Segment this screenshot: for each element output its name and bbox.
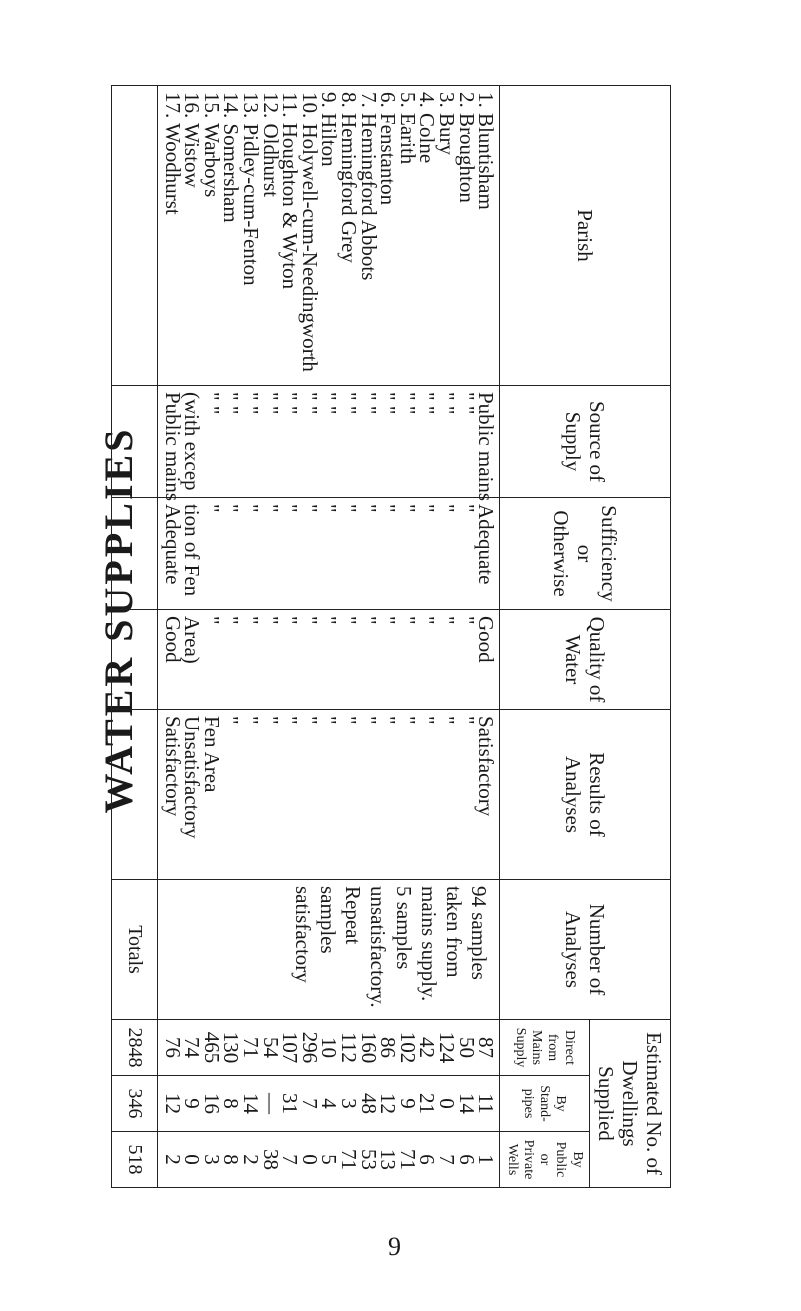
results-cell: " xyxy=(434,716,459,725)
results-cell: " xyxy=(376,716,401,725)
stand-cell: 12 xyxy=(376,1093,401,1114)
stand-cell: 8 xyxy=(219,1098,244,1109)
wells-cell: 0 xyxy=(297,1154,322,1165)
direct-cell: 130 xyxy=(219,1031,244,1064)
stand-cell: 3 xyxy=(336,1098,361,1109)
wells-cell: 7 xyxy=(434,1154,459,1165)
results-cell: " xyxy=(336,716,361,725)
quality-cell: " xyxy=(454,616,479,625)
direct-cell: 296 xyxy=(297,1031,322,1064)
quality-cell: " xyxy=(258,616,283,625)
wells-cell: 6 xyxy=(415,1154,440,1165)
quality-cell: " xyxy=(278,616,303,625)
sufficiency-cell: " xyxy=(356,504,381,513)
results-cell: " xyxy=(317,716,342,725)
source-cell: " " xyxy=(219,392,244,415)
header-source: Source of Supply xyxy=(500,386,671,498)
sufficiency-cell: " xyxy=(199,504,224,513)
header-sufficiency: Sufficiency or Otherwise xyxy=(500,498,671,610)
quality-cell: " xyxy=(376,616,401,625)
quality-cell: " xyxy=(317,616,342,625)
source-cell: " " xyxy=(238,392,263,415)
direct-cell: 107 xyxy=(278,1031,303,1064)
parish-row: 14. Somersham xyxy=(219,92,244,223)
stand-cell: 7 xyxy=(297,1098,322,1109)
sufficiency-cell: Adequate xyxy=(474,504,499,585)
totals-direct: 2848 xyxy=(112,1020,158,1076)
stand-cell: 14 xyxy=(454,1093,479,1114)
parish-row: 9. Hilton xyxy=(317,92,342,167)
totals-stand: 346 xyxy=(112,1076,158,1132)
direct-cell: 124 xyxy=(434,1031,459,1064)
parish-row: 17. Woodhurst xyxy=(160,92,185,215)
sufficiency-list xyxy=(158,498,500,610)
source-cell: " " xyxy=(336,392,361,415)
direct-cell: 102 xyxy=(395,1031,420,1064)
source-cell: " " xyxy=(297,392,322,415)
results-cell: " xyxy=(395,716,420,725)
results-cell: Unsatisfactory xyxy=(180,716,205,839)
sufficiency-cell: Adequate xyxy=(160,504,185,585)
stand-cell: 0 xyxy=(434,1098,459,1109)
wells-cell: 3 xyxy=(199,1154,224,1165)
header-results: Results of Analyses xyxy=(500,710,671,880)
wells-cell: 71 xyxy=(395,1149,420,1170)
wells-cell: 2 xyxy=(238,1154,263,1165)
stand-cell: 4 xyxy=(317,1098,342,1109)
sufficiency-cell: " xyxy=(297,504,322,513)
stand-list xyxy=(158,1076,500,1132)
direct-cell: 10 xyxy=(317,1037,342,1058)
quality-cell: " xyxy=(219,616,244,625)
results-cell: Satisfactory xyxy=(474,716,499,817)
source-cell: " " xyxy=(434,392,459,415)
direct-list xyxy=(158,1020,500,1076)
wells-cell: 2 xyxy=(160,1154,185,1165)
parish-row: 7. Hemingford Abbots xyxy=(356,92,381,281)
sufficiency-cell: tion of Fen xyxy=(180,504,205,597)
wells-cell: 6 xyxy=(454,1154,479,1165)
parish-row: 10. Holywell-cum-Needingworth xyxy=(297,92,322,372)
sufficiency-cell: " xyxy=(317,504,342,513)
sufficiency-cell: " xyxy=(238,504,263,513)
parish-row: 11. Houghton & Wyton xyxy=(278,92,303,290)
parish-row: 13. Pidley-cum-Fenton xyxy=(238,92,263,286)
parish-row: 6. Fenstanton xyxy=(376,92,401,206)
direct-cell: 86 xyxy=(376,1037,401,1058)
parish-list xyxy=(158,86,500,386)
parish-row: 8. Hemingford Grey xyxy=(336,92,361,263)
source-cell: Public mains xyxy=(160,392,185,502)
stand-cell: 9 xyxy=(395,1098,420,1109)
header-direct: Direct from Mains Supply xyxy=(500,1020,589,1076)
direct-cell: 112 xyxy=(336,1032,361,1063)
water-supplies-table xyxy=(111,85,671,1188)
results-cell: " xyxy=(278,716,303,725)
quality-cell: Good xyxy=(160,616,185,663)
results-cell: " xyxy=(454,716,479,725)
direct-cell: 42 xyxy=(415,1037,440,1058)
page-title: WATER SUPPLIES xyxy=(96,426,141,814)
direct-cell: 465 xyxy=(199,1031,224,1064)
sufficiency-cell: " xyxy=(336,504,361,513)
stand-cell: 16 xyxy=(199,1093,224,1114)
direct-cell: 74 xyxy=(180,1037,205,1058)
source-cell: " " xyxy=(415,392,440,415)
wells-list xyxy=(158,1132,500,1188)
wells-cell: 53 xyxy=(356,1149,381,1170)
quality-list xyxy=(158,610,500,710)
source-cell: " " xyxy=(376,392,401,415)
results-list xyxy=(158,710,500,880)
wells-cell: 5 xyxy=(317,1154,342,1165)
stand-cell: 14 xyxy=(238,1093,263,1114)
quality-cell: " xyxy=(356,616,381,625)
source-cell: " " xyxy=(278,392,303,415)
quality-cell: " xyxy=(336,616,361,625)
parish-row: 4. Colne xyxy=(415,92,440,164)
wells-cell: 0 xyxy=(180,1154,205,1165)
analyses-note: 94 samples taken from mains supply. 5 samples unsatisfactory. Repeat samples satisfactory xyxy=(158,880,500,1020)
parish-row: 16. Wistow xyxy=(180,92,205,188)
stand-cell: 9 xyxy=(180,1098,205,1109)
results-cell: " xyxy=(219,716,244,725)
quality-cell: " xyxy=(395,616,420,625)
wells-cell: 7 xyxy=(278,1154,303,1165)
quality-cell: " xyxy=(199,616,224,625)
sufficiency-cell: " xyxy=(395,504,420,513)
stand-cell: 11 xyxy=(474,1093,499,1114)
sufficiency-cell: " xyxy=(278,504,303,513)
header-wells: By Public or Private Wells xyxy=(500,1132,589,1188)
source-cell: Public mains xyxy=(474,392,499,502)
wells-cell: 1 xyxy=(474,1154,499,1165)
results-cell: " xyxy=(297,716,322,725)
quality-cell: " xyxy=(238,616,263,625)
direct-cell: 50 xyxy=(454,1037,479,1058)
results-cell: " xyxy=(258,716,283,725)
sufficiency-cell: " xyxy=(454,504,479,513)
wells-cell: 71 xyxy=(336,1149,361,1170)
source-cell: (with excep xyxy=(180,392,205,491)
parish-row: 2. Broughton xyxy=(454,92,479,203)
stand-cell: — xyxy=(258,1093,283,1114)
direct-cell: 71 xyxy=(238,1037,263,1058)
source-list xyxy=(158,386,500,502)
header-stand: By Stand-pipes xyxy=(500,1076,589,1132)
stand-cell: 31 xyxy=(278,1093,303,1114)
source-cell: " " xyxy=(317,392,342,415)
wells-cell: 8 xyxy=(219,1154,244,1165)
quality-cell: Good xyxy=(474,616,499,663)
totals-label: Totals xyxy=(112,880,158,1020)
direct-cell: 87 xyxy=(474,1037,499,1058)
header-number: Number of Analyses xyxy=(500,880,671,1020)
totals-wells: 518 xyxy=(112,1132,158,1188)
parish-row: 15. Warboys xyxy=(199,92,224,198)
quality-cell: " xyxy=(415,616,440,625)
direct-cell: 76 xyxy=(160,1037,185,1058)
wells-cell: 13 xyxy=(376,1149,401,1170)
parish-row: 3. Bury xyxy=(434,92,459,155)
results-cell: Fen Area xyxy=(199,716,224,793)
source-cell: " " xyxy=(356,392,381,415)
quality-cell: " xyxy=(297,616,322,625)
sufficiency-cell: " xyxy=(415,504,440,513)
results-cell: " xyxy=(415,716,440,725)
wells-cell: 38 xyxy=(258,1149,283,1170)
quality-cell: Area) xyxy=(180,616,205,664)
parish-row: 12. Oldhurst xyxy=(258,92,283,197)
parish-row: 1. Bluntisham xyxy=(474,92,499,210)
quality-cell: " xyxy=(434,616,459,625)
sufficiency-cell: " xyxy=(219,504,244,513)
source-cell: " " xyxy=(454,392,479,415)
source-cell: " " xyxy=(258,392,283,415)
stand-cell: 21 xyxy=(415,1093,440,1114)
sufficiency-cell: " xyxy=(434,504,459,513)
header-parish: Parish xyxy=(500,86,671,386)
header-estimated: Estimated No. of Dwellings Supplied xyxy=(589,1020,670,1188)
parish-row: 5. Earith xyxy=(395,92,420,165)
direct-cell: 54 xyxy=(258,1037,283,1058)
results-cell: " xyxy=(238,716,263,725)
sufficiency-cell: " xyxy=(376,504,401,513)
stand-cell: 48 xyxy=(356,1093,381,1114)
sufficiency-cell: " xyxy=(258,504,283,513)
source-cell: " " xyxy=(199,392,224,415)
stand-cell: 12 xyxy=(160,1093,185,1114)
direct-cell: 160 xyxy=(356,1031,381,1064)
page-number: 9 xyxy=(388,1232,401,1261)
results-cell: Satisfactory xyxy=(160,716,185,817)
results-cell: " xyxy=(356,716,381,725)
table-sheet xyxy=(124,85,671,1187)
source-cell: " " xyxy=(395,392,420,415)
header-quality: Quality of Water xyxy=(500,610,671,710)
